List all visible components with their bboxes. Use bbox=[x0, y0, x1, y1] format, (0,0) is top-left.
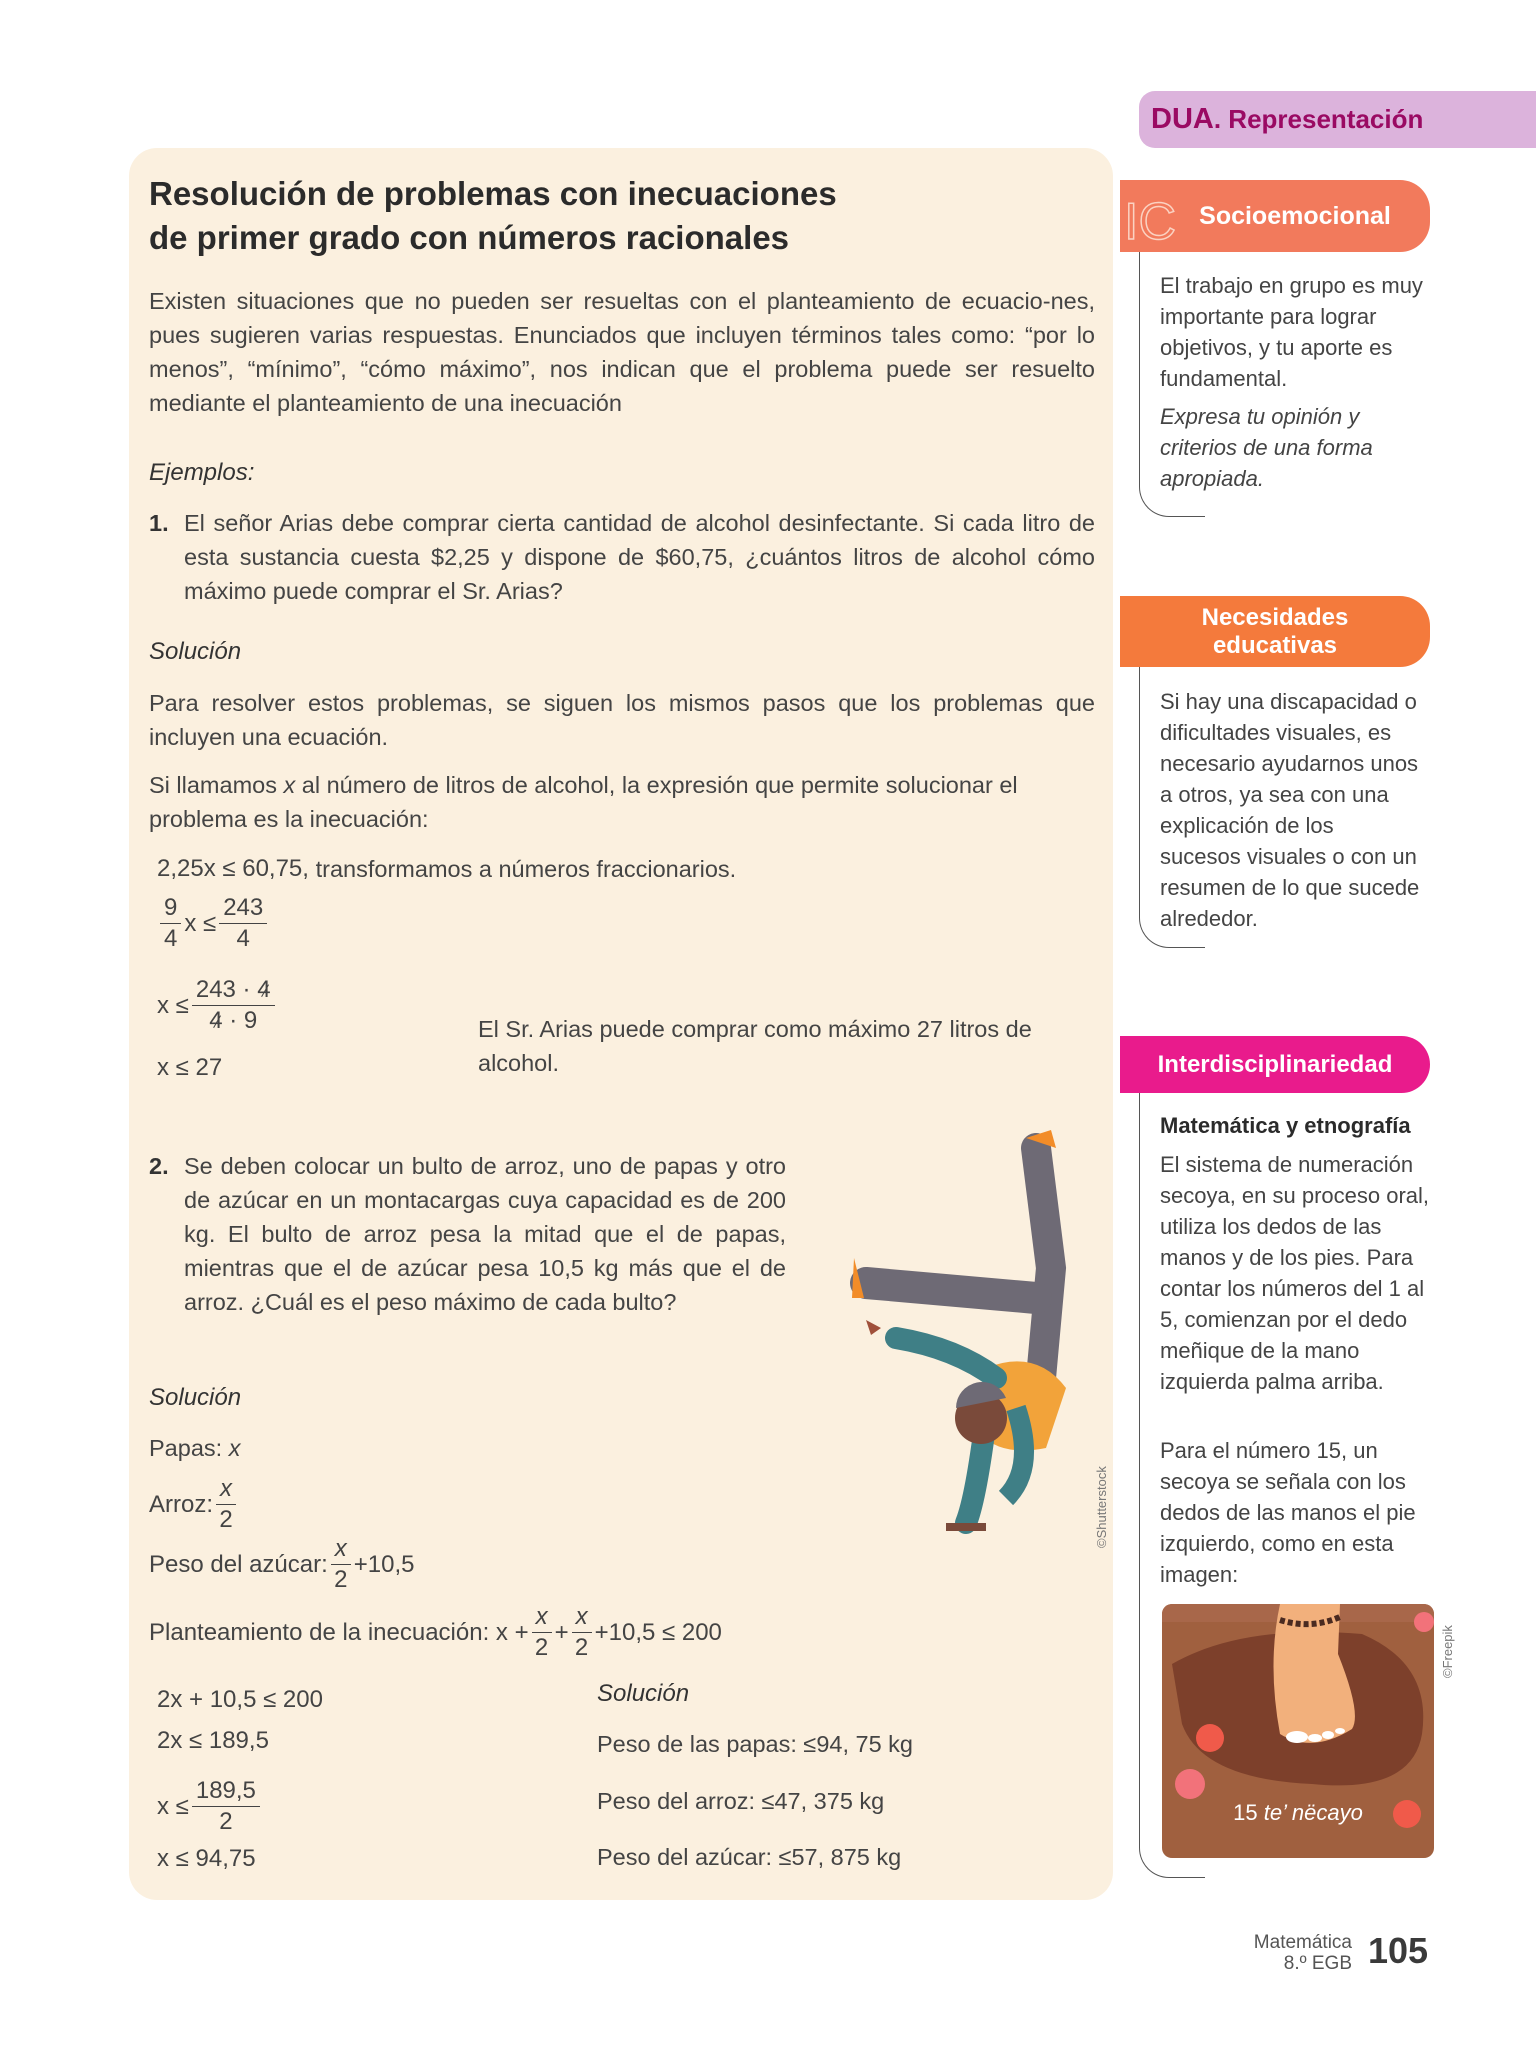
foot-caption: 15 te’ nëcayo bbox=[1233, 1800, 1363, 1825]
title-line-2: de primer grado con números racionales bbox=[149, 219, 790, 256]
footer-subject bbox=[1180, 1932, 1352, 1974]
page-number: 105 bbox=[1368, 1930, 1429, 1971]
math-step-1: 2,25x ≤ 60,75, transformamos a números fraccionarios. bbox=[157, 855, 737, 882]
arroz-variable: Arroz: x 2 bbox=[149, 1474, 239, 1535]
footer-grade: 8.º EGB bbox=[1283, 1953, 1352, 1974]
result-azucar: Peso del azúcar: ≤57, 875 kg bbox=[597, 1844, 902, 1870]
inter-text-1: El sistema de numeración secoya, en su proceso oral, utiliza los dedos de las manos y de los pies. Para contar los números del 1 al 5, comienzan por el dedo meñique de la mano izquierda palma arriba. bbox=[1160, 1152, 1430, 1394]
page-title bbox=[149, 172, 837, 260]
interdisciplinariedad-label: Interdisciplinariedad bbox=[1157, 1050, 1393, 1078]
socioemocional-text: El trabajo en grupo es muy importante para lograr objetivos, y tu aporte es fundamental. bbox=[1160, 273, 1423, 391]
solution-heading-1: Solución bbox=[149, 638, 242, 665]
ic-logo-icon: IC bbox=[1124, 193, 1176, 251]
necesidades-tab bbox=[1120, 596, 1430, 667]
example-2-text: Se deben colocar un bulto de arroz, uno de papas y otro de azúcar en un montacargas cuya capacidad es de 200 kg. El bulto de arroz pesa la mitad que el de papas, mientras que el de azúcar pesa 10,5 kg más que el de arroz. ¿Cuál es el peso máximo de cada bulto? bbox=[184, 1153, 786, 1315]
example-1-text: El señor Arias debe comprar cierta cantidad de alcohol desinfectante. Si cada litro de esta sustancia cuesta $2,25 y dispone de $60,75, ¿cuántos litros de alcohol cómo máximo puede comprar el Sr. Arias? bbox=[184, 510, 1095, 604]
footer-subject-name: Matemática bbox=[1253, 1932, 1352, 1953]
examples-heading: Ejemplos: bbox=[149, 459, 255, 486]
math-step-2: 9 4 x ≤ $\frac{243}{4}$ bbox=[157, 893, 270, 954]
socioemocional-label: Socioemocional bbox=[1199, 201, 1391, 230]
example-2-number: 2. bbox=[149, 1153, 169, 1179]
inter-text-2: Para el número 15, un secoya se señala con los dedos de las manos el pie izquierdo, como en esta imagen: bbox=[1160, 1438, 1416, 1587]
azucar-expression: Peso del azúcar: x 2 +10,5 bbox=[149, 1535, 415, 1593]
result-papas: Peso de las papas: ≤94, 75 kg bbox=[597, 1731, 913, 1757]
step2-1: 2x + 10,5 ≤ 200 bbox=[157, 1686, 323, 1713]
dua-prefix: DUA bbox=[1151, 103, 1214, 135]
solution-paragraph-2: Si llamamos x al número de litros de alcohol, la expresión que permite solucionar el problema es la inecuación: bbox=[149, 772, 1018, 832]
planteamiento-inecuacion: Planteamiento de la inecuación: x + $\frac{x}{2}$ + $\frac{x}{2}$ +10,5 ≤ 200 bbox=[149, 1603, 722, 1661]
papas-variable: Papas: x bbox=[149, 1435, 241, 1461]
title-line-1: Resolución de problemas con inecuaciones bbox=[149, 175, 837, 212]
dua-label: . Representación bbox=[1213, 104, 1424, 134]
socioemocional-italic: Expresa tu opinión y criterios de una forma apropiada. bbox=[1160, 404, 1373, 491]
necesidades-label: Necesidades educativas bbox=[1201, 603, 1349, 659]
example-1-conclusion: El Sr. Arias puede comprar como máximo 27 litros de alcohol. bbox=[478, 1016, 1032, 1076]
dua-banner bbox=[1139, 91, 1536, 148]
necesidades-text: Si hay una discapacidad o dificultades visuales, es necesario ayudarnos unos a otros, ya sea con una explicación de los sucesos visuales o con un resumen de lo que sucede alrededor. bbox=[1160, 689, 1420, 931]
example-1-number: 1. bbox=[149, 510, 169, 536]
result-heading: Solución bbox=[597, 1680, 690, 1707]
freepik-credit: ©Freepik bbox=[1440, 1625, 1455, 1678]
step2-2: 2x ≤ 189,5 bbox=[157, 1727, 269, 1754]
step2-3: x ≤ $\frac{189,5}{2}$ bbox=[157, 1776, 263, 1837]
solution-paragraph-1: Para resolver estos problemas, se siguen los mismos pasos que los problemas que incluyen una ecuación. bbox=[149, 690, 1095, 750]
socioemocional-tab bbox=[1120, 180, 1430, 252]
interdisciplinariedad-tab bbox=[1120, 1036, 1430, 1093]
shutterstock-credit: ©Shutterstock bbox=[1094, 1466, 1109, 1548]
inter-heading: Matemática y etnografía bbox=[1160, 1113, 1411, 1138]
step2-4: x ≤ 94,75 bbox=[157, 1845, 256, 1872]
math-step-3: x ≤ $\frac{243 \cdot 4}{4 \cdot 9}$ bbox=[157, 975, 278, 1036]
foot-image bbox=[1162, 1604, 1434, 1858]
result-arroz: Peso del arroz: ≤47, 375 kg bbox=[597, 1788, 885, 1814]
math-step-4: x ≤ 27 bbox=[157, 1054, 223, 1081]
intro-paragraph: Existen situaciones que no pueden ser resueltas con el planteamiento de ecuacio-nes, pues sugieren varias respuestas. Enunciados que incluyen términos tales como: “por lo menos”, “mínimo”, “cómo máximo”, nos indican que el problema puede ser resuelto mediante el planteamiento de una inecuación bbox=[149, 288, 1095, 416]
solution-heading-2: Solución bbox=[149, 1384, 242, 1411]
breakdancer-illustration bbox=[836, 1118, 1096, 1538]
